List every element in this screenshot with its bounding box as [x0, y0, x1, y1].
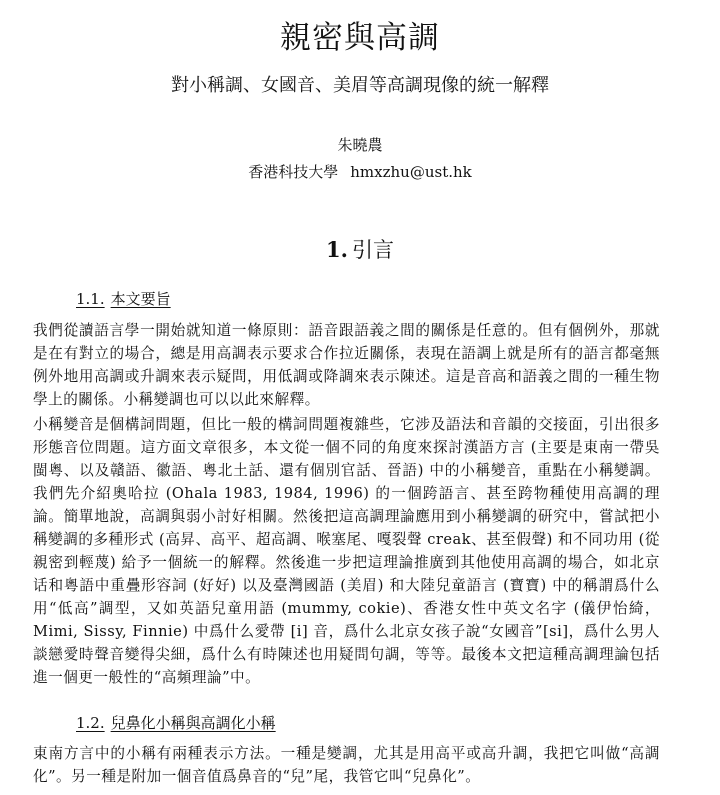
section-number: 1.	[326, 237, 348, 262]
author-name: 朱曉農	[337, 136, 383, 154]
paper-subtitle: 對小稱調、女國音、美眉等高調現像的統一解釋	[171, 75, 549, 96]
subsection-heading-summary	[76, 289, 171, 309]
subsection-title-text: 兒鼻化小稱與高調化小稱	[110, 714, 276, 732]
author-email[interactable]: hmxzhu@ust.hk	[350, 163, 472, 181]
body-paragraph: 我們從讀語言學一開始就知道一條原則：語音跟語義之間的關係是任意的。但有個例外，那就是在有對立的場合，總是用高調表示要求合作拉近關係，表現在語調上就是所有的語言都毫無例外地用高調或升調來表示疑問，用低調或降調來表示陳述。這是音高和語義之間的一種生物學上的關係。小稱變調也可以以此來解釋。	[33, 322, 660, 408]
body-paragraph: 東南方言中的小稱有兩種表示方法。一種是變調，尤其是用高平或高升調，我把它叫做“高調化”。另一種是附加一個音值爲鼻音的“兒”尾，我管它叫“兒鼻化”。	[33, 745, 660, 785]
section-title-text: 引言	[351, 238, 394, 262]
subsection-number: 1.1.	[76, 290, 105, 308]
section-heading-introduction	[0, 236, 720, 264]
subsection-number: 1.2.	[76, 714, 105, 732]
subsection-heading-diminutives	[76, 713, 276, 733]
subsection-title-text: 本文要旨	[110, 290, 171, 308]
author-affiliation-line	[0, 162, 720, 182]
affiliation: 香港科技大學	[248, 163, 339, 181]
paper-title: 親密與高調	[280, 20, 440, 56]
body-paragraph: 小稱變音是個構詞問題，但比一般的構詞問題複雜些，它涉及語法和音韻的交接面，引出很多形態音位問題。這方面文章很多，本文從一個不同的角度來探討漢語方言 (主要是東南一帶吳閩粵、以及贛語、徽語、粵北土話、還有個別官話、晉語) 中的小稱變音，重點在小稱變調。我們先介紹奧哈拉 (Ohala 1983, 1984, 1996) 的一個跨語言、甚至跨物種使用高調的理論。簡單地說，高調與弱小討好相關。然後把這高調理論應用到小稱變調的研究中，嘗試把小稱變調的多種形式 (高昇、高平、超高調、喉塞尾、嘎裂聲 creak、甚至假聲) 和不同功用 (從親密到輕蔑) 給予一個統一的解釋。然後進一步把這理論推廣到其他使用高調的場合，如北京话和粵語中重疊形容詞 (好好) 以及臺灣國語 (美眉) 和大陸兒童語言 (寶寶) 中的稱謂爲什么用“低高”調型，又如英語兒童用語 (mummy, cokie)、香港女性中英文名字 (儀伊怡綺，Mimi, Sissy, Finnie) 中爲什么愛帶 [i] 音，爲什么北京女孩子說“女國音”[si]，爲什么男人談戀愛時聲音變得尖細，爲什么有時陳述也用疑問句調，等等。最後本文把這種高調理論包括進一個更一般性的“高頻理論”中。	[33, 416, 660, 686]
